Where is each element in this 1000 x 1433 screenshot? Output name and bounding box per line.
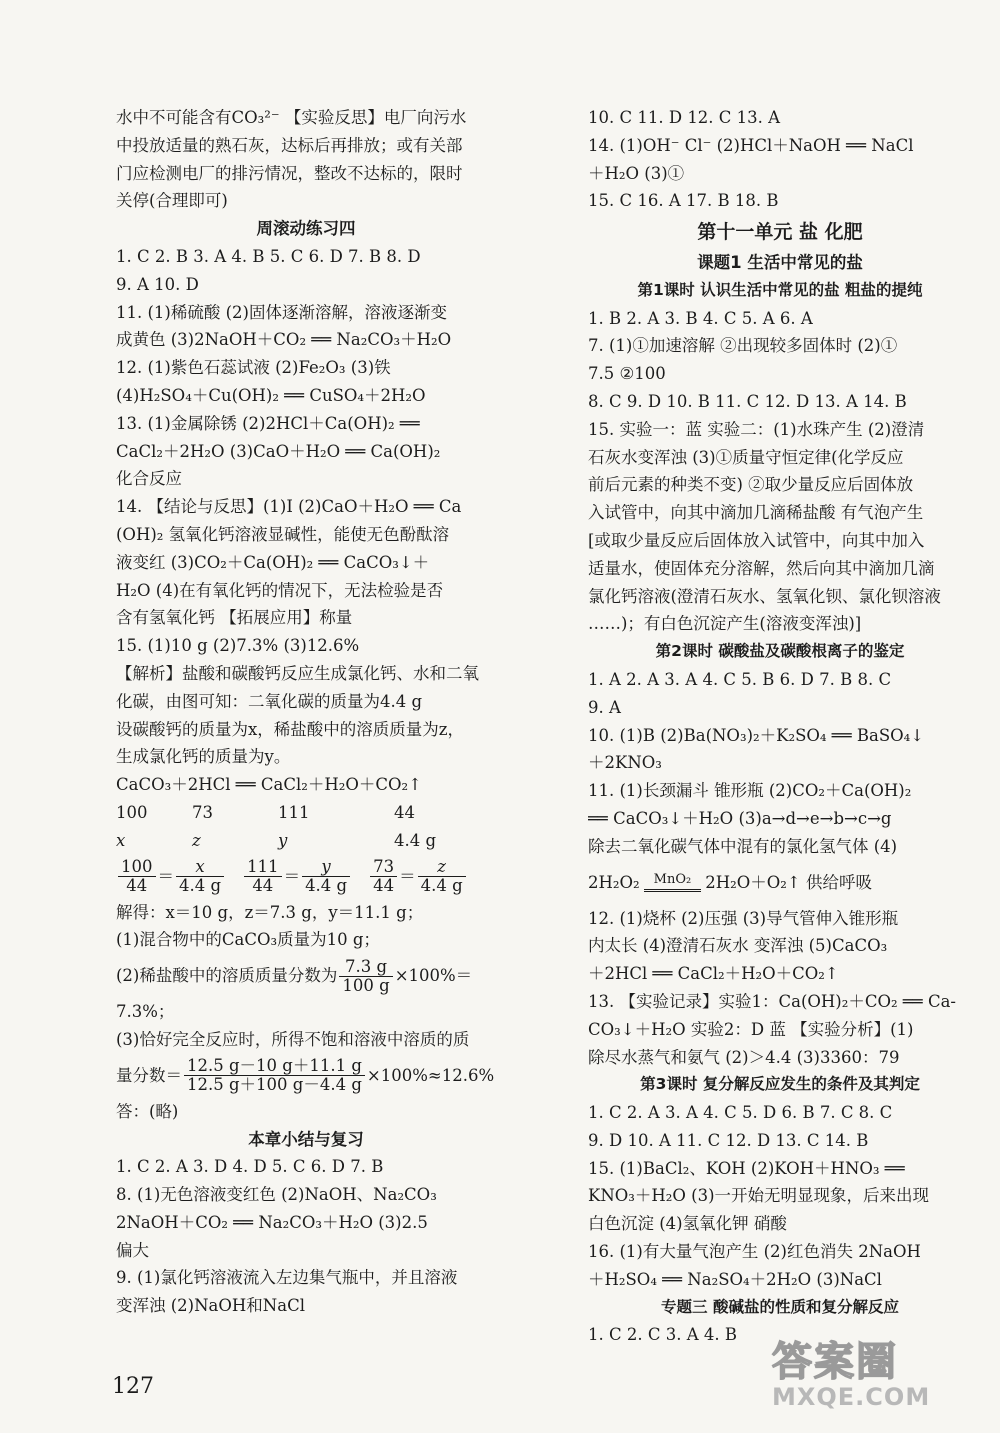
text-line: 入试管中，向其中滴加几滴稀盐酸 有气泡产生 bbox=[588, 503, 924, 523]
proportion-equations bbox=[116, 855, 496, 899]
text-line: H₂O (4)在有氧化钙的情况下，无法检验是否 bbox=[116, 580, 444, 600]
text-line: 16. (1)有大量气泡产生 (2)红色消失 2NaOH bbox=[588, 1242, 921, 1262]
text-line: 9. A bbox=[588, 697, 621, 717]
text-line: 15. C 16. A 17. B 18. B bbox=[588, 191, 779, 211]
text-line: 13. (1)金属除锈 (2)2HCl＋Ca(OH)₂ ══ bbox=[116, 413, 420, 433]
text-line: KNO₃＋H₂O (3)一开始无明显现象，后来出现 bbox=[588, 1186, 930, 1206]
text-line: 石灰水变浑浊 (3)①质量守恒定律(化学反应 bbox=[588, 447, 904, 467]
text-line: (3)恰好完全反应时，所得不饱和溶液中溶质的质 bbox=[116, 1029, 470, 1049]
text-span: ×100%＝ bbox=[394, 966, 473, 986]
text-line: 15. (1)10 g (2)7.3% (3)12.6% bbox=[116, 636, 360, 656]
fraction: $\frac{12.5 g-10 g+11.1 g}{12.5 g+100 g-4.4 g}$ bbox=[184, 1057, 365, 1094]
hcl-fraction-line bbox=[116, 954, 496, 998]
text-line: CO₃↓＋H₂O 实验2：D 蓝 【实验分析】(1) bbox=[588, 1019, 914, 1039]
answer-line: 答：(略) bbox=[116, 1101, 179, 1121]
text-line: 1. A 2. A 3. A 4. C 5. B 6. D 7. B 8. C bbox=[588, 669, 892, 689]
mass-value: 100 bbox=[116, 802, 148, 822]
text-line: ＋H₂SO₄ ══ Na₂SO₄＋2H₂O (3)NaCl bbox=[588, 1269, 882, 1289]
text-line: 关停(合理即可) bbox=[116, 191, 228, 211]
text-line: 门应检测电厂的排污情况，整改不达标的，限时 bbox=[116, 163, 463, 183]
text-span: ×100%≈12.6% bbox=[366, 1065, 495, 1085]
text-line: 8. (1)无色溶液变红色 (2)NaOH、Na₂CO₃ bbox=[116, 1185, 437, 1205]
text-line: 化碳，由图可知：二氧化碳的质量为4.4 g bbox=[116, 691, 423, 711]
text-line: 13. 【实验记录】实验1：Ca(OH)₂＋CO₂ ══ Ca- bbox=[588, 991, 957, 1011]
text-line: 8. C 9. D 10. B 11. C 12. D 13. A 14. B bbox=[588, 391, 907, 411]
right-top-answers bbox=[588, 104, 972, 215]
equals-sign: ＝ bbox=[283, 866, 301, 886]
catalyst-equation bbox=[588, 861, 972, 905]
section-heading-weekly-review-4: 周滚动练习四 bbox=[256, 219, 356, 239]
text-line: 12. (1)紫色石蕊试液 (2)Fe₂O₃ (3)铁 bbox=[116, 358, 391, 378]
mass-value: 73 bbox=[192, 802, 213, 822]
text-line: (1)混合物中的CaCO₃质量为10 g； bbox=[116, 930, 380, 950]
fraction: $\frac{x}{4.4 g}$ bbox=[176, 858, 224, 895]
text-line: 9. A 10. D bbox=[116, 274, 199, 294]
text-line: [或取少量反应后固体放入试管中，向其中加入 bbox=[588, 530, 925, 550]
lesson-heading-1: 第1课时 认识生活中常见的盐 粗盐的提纯 bbox=[637, 280, 923, 299]
mass-fraction-line bbox=[116, 1054, 496, 1098]
text-line: 除去二氧化碳气体中混有的氯化氢气体 (4) bbox=[588, 836, 898, 856]
text-line: 除尽水蒸气和氨气 (2)＞4.4 (3)3360：79 bbox=[588, 1047, 900, 1067]
text-line: 【解析】盐酸和碳酸钙反应生成氯化钙、水和二氧 bbox=[116, 663, 479, 683]
mass-value: 44 bbox=[394, 802, 415, 822]
variable-value: z bbox=[192, 830, 201, 850]
text-line: 偏大 bbox=[116, 1240, 149, 1260]
text-line: (4)H₂SO₄＋Cu(OH)₂ ══ CuSO₄＋2H₂O bbox=[116, 385, 426, 405]
catalyst-label: MnO₂ bbox=[644, 873, 702, 892]
text-line: 7. (1)①加速溶解 ②出现较多固体时 (2)① bbox=[588, 336, 898, 356]
text-line: 水中不可能含有CO₃²⁻ 【实验反思】电厂向污水 bbox=[116, 108, 467, 127]
text-line: CaCl₂＋2H₂O (3)CaO＋H₂O ══ Ca(OH)₂ bbox=[116, 441, 441, 461]
text-line: 9. (1)氯化钙溶液流入左边集气瓶中，并且溶液 bbox=[116, 1268, 458, 1288]
left-intro bbox=[116, 104, 496, 215]
variable-value: 4.4 g bbox=[394, 830, 437, 850]
text-line: 氯化钙溶液(澄清石灰水、氢氧化钡、氯化钡溶液 bbox=[588, 586, 941, 606]
text-line: 9. D 10. A 11. C 12. D 13. C 14. B bbox=[588, 1130, 869, 1150]
text-line: 12. (1)烧杯 (2)压强 (3)导气管伸入锥形瓶 bbox=[588, 908, 899, 928]
text-line: 14. 【结论与反思】(1)Ⅰ (2)CaO＋H₂O ══ Ca bbox=[116, 497, 462, 517]
text-line: 1. C 2. A 3. A 4. C 5. D 6. B 7. C 8. C bbox=[588, 1103, 893, 1123]
text-line: ＋2KNO₃ bbox=[588, 753, 662, 773]
reactant: 2H₂O₂ bbox=[588, 872, 640, 892]
text-line: 10. C 11. D 12. C 13. A bbox=[588, 108, 781, 127]
section-heading-chapter-summary: 本章小结与复习 bbox=[248, 1129, 364, 1149]
text-line: ══ CaCO₃↓＋H₂O (3)a→d→e→b→c→g bbox=[588, 808, 892, 828]
variable-value: y bbox=[278, 830, 288, 850]
text-line: ＋H₂O (3)① bbox=[588, 163, 685, 183]
topic-heading: 课题1 生活中常见的盐 bbox=[697, 252, 863, 272]
text-span: 量分数＝ bbox=[116, 1065, 182, 1085]
text-line: 1. C 2. B 3. A 4. B 5. C 6. D 7. B 8. D bbox=[116, 246, 421, 266]
text-line: 7.3%； bbox=[116, 1002, 175, 1022]
fraction: $\frac{111}{44}$ bbox=[244, 858, 282, 895]
equals-sign: ＝ bbox=[157, 866, 174, 886]
left-column bbox=[116, 104, 496, 1320]
fraction: $\frac{7.3 g}{100 g}$ bbox=[339, 958, 392, 995]
text-line: 1. C 2. C 3. A 4. B bbox=[588, 1325, 737, 1345]
fraction: $\frac{y}{4.4 g}$ bbox=[302, 858, 350, 895]
lesson-heading-2: 第2课时 碳酸盐及碳酸根离子的鉴定 bbox=[655, 642, 905, 661]
text-line: 11. (1)长颈漏斗 锥形瓶 (2)CO₂＋Ca(OH)₂ bbox=[588, 781, 912, 801]
chapter-summary-answers bbox=[116, 1153, 496, 1320]
lesson-2-answers bbox=[588, 666, 972, 861]
text-line: 含有氢氧化钙 【拓展应用】称量 bbox=[116, 608, 353, 628]
text-line: 化合反应 bbox=[116, 469, 182, 489]
text-line: (OH)₂ 氢氧化钙溶液显碱性，能使无色酚酞溶 bbox=[116, 524, 450, 544]
equals-sign: ＝ bbox=[399, 866, 416, 886]
page-number: 127 bbox=[112, 1374, 154, 1399]
text-line: 10. (1)B (2)Ba(NO₃)₂＋K₂SO₄ ══ BaSO₄↓ bbox=[588, 725, 925, 745]
text-line: 液变红 (3)CO₂＋Ca(OH)₂ ══ CaCO₃↓＋ bbox=[116, 552, 430, 572]
fraction: $\frac{73}{44}$ bbox=[370, 858, 397, 895]
right-column bbox=[588, 104, 972, 1349]
text-line: 1. C 2. A 3. D 4. D 5. C 6. D 7. B bbox=[116, 1157, 384, 1177]
text-line: 适量水，使固体充分溶解，然后向其中滴加几滴 bbox=[588, 558, 935, 578]
fraction: $\frac{z}{4.4 g}$ bbox=[418, 858, 466, 895]
text-line: 解得：x＝10 g，z＝7.3 g，y＝11.1 g； bbox=[116, 902, 424, 922]
text-line: 7.5 ②100 bbox=[588, 364, 666, 384]
text-line: 前后元素的种类不变) ②取少量反应后固体放 bbox=[588, 475, 914, 495]
variable-row bbox=[116, 827, 496, 855]
text-line: ……)；有白色沉淀产生(溶液变浑浊)] bbox=[588, 614, 862, 634]
mass-value: 111 bbox=[278, 802, 310, 822]
text-line: 1. B 2. A 3. B 4. C 5. A 6. A bbox=[588, 308, 813, 328]
fraction: $\frac{100}{44}$ bbox=[118, 858, 156, 895]
text-line: 2NaOH＋CO₂ ══ Na₂CO₃＋H₂O (3)2.5 bbox=[116, 1212, 428, 1232]
text-span: (2)稀盐酸中的溶质质量分数为 bbox=[116, 966, 338, 986]
text-line: 白色沉淀 (4)氢氧化钾 硝酸 bbox=[588, 1214, 787, 1234]
unit-heading: 第十一单元 盐 化肥 bbox=[697, 221, 863, 244]
watermark-url: MXQE.COM bbox=[772, 1383, 931, 1411]
text-line: 成黄色 (3)2NaOH＋CO₂ ══ Na₂CO₃＋H₂O bbox=[116, 330, 452, 350]
text-line: 14. (1)OH⁻ Cl⁻ (2)HCl＋NaOH ══ NaCl bbox=[588, 135, 914, 155]
watermark-logo-text: 答案圈 bbox=[772, 1339, 898, 1385]
text-line: 生成氯化钙的质量为y。 bbox=[116, 747, 291, 767]
molar-mass-row bbox=[116, 799, 496, 827]
chemical-equation: CaCO₃＋2HCl ══ CaCl₂＋H₂O＋CO₂↑ bbox=[116, 775, 422, 795]
weekly-review-answers bbox=[116, 243, 496, 799]
lesson-3-answers bbox=[588, 1099, 972, 1294]
lesson-2-answers-cont bbox=[588, 905, 972, 1072]
lesson-1-answers bbox=[588, 305, 972, 639]
products: 2H₂O＋O₂↑ 供给呼吸 bbox=[705, 872, 872, 892]
text-line: 变浑浊 (2)NaOH和NaCl bbox=[116, 1296, 305, 1316]
variable-value: x bbox=[116, 830, 126, 850]
watermark-logo bbox=[772, 1330, 984, 1422]
topic-3-heading: 专题三 酸碱盐的性质和复分解反应 bbox=[661, 1297, 899, 1316]
text-line: 内太长 (4)澄清石灰水 变浑浊 (5)CaCO₃ bbox=[588, 936, 888, 956]
text-line: 设碳酸钙的质量为x，稀盐酸中的溶质质量为z， bbox=[116, 719, 464, 739]
text-line: 15. (1)BaCl₂、KOH (2)KOH＋HNO₃ ══ bbox=[588, 1158, 905, 1178]
text-line: 15. 实验一：蓝 实验二：(1)水珠产生 (2)澄清 bbox=[588, 419, 925, 439]
text-line: 中投放适量的熟石灰，达标后再排放；或有关部 bbox=[116, 135, 463, 155]
catalyst-arrow bbox=[644, 873, 702, 892]
text-line: ＋2HCl ══ CaCl₂＋H₂O＋CO₂↑ bbox=[588, 964, 839, 984]
lesson-heading-3: 第3课时 复分解反应发生的条件及其判定 bbox=[640, 1075, 920, 1094]
text-line: 11. (1)稀硫酸 (2)固体逐渐溶解，溶液逐渐变 bbox=[116, 302, 447, 322]
